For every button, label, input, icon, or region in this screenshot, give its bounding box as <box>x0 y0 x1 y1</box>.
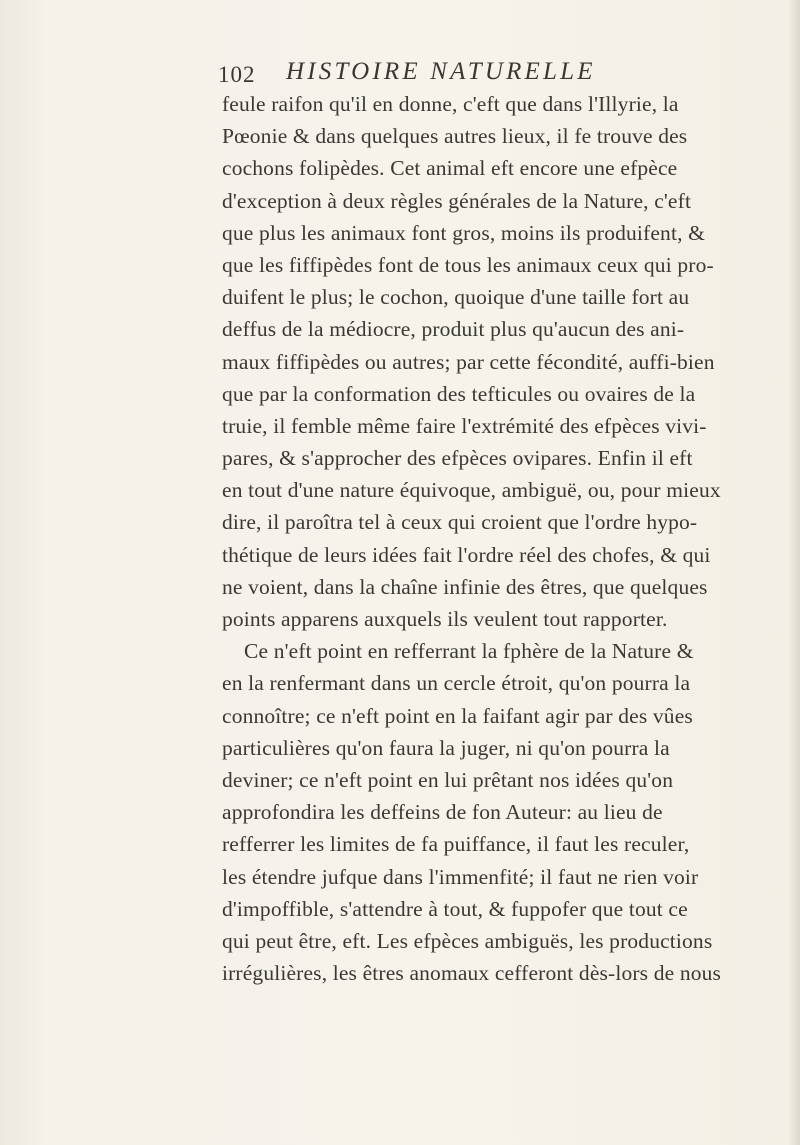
text-line: deffus de la médiocre, produit plus qu'aucun des ani- <box>222 317 685 342</box>
text-line: particulières qu'on faura la juger, ni qu'on pourra la <box>222 735 670 760</box>
text-line: feule raifon qu'il en donne, c'eft que dans l'Illyrie, la <box>222 92 679 116</box>
paragraph-start-line: Ce n'eft point en refferrant la fphère de la Nature & <box>244 639 694 664</box>
text-line: en tout d'une nature équivoque, ambiguë, ou, pour mieux <box>222 478 721 503</box>
running-title: HISTOIRE NATURELLE <box>286 58 596 85</box>
text-line: cochons folipèdes. Cet animal eft encore une efpèce <box>222 156 678 181</box>
text-line: que les fiffipèdes font de tous les animaux ceux qui pro- <box>222 252 714 277</box>
text-line: deviner; ce n'eft point en lui prêtant nos idées qu'on <box>222 767 674 792</box>
text-line: que plus les animaux font gros, moins ils produifent, & <box>222 220 705 245</box>
text-line: dire, il paroîtra tel à ceux qui croient que l'ordre hypo- <box>222 510 698 535</box>
text-line: thétique de leurs idées fait l'ordre réel des chofes, & qui <box>222 542 711 567</box>
text-line: approfondira les deffeins de fon Auteur: au lieu de <box>222 800 663 825</box>
text-line: connoître; ce n'eft point en la faifant agir par des vûes <box>222 703 693 728</box>
text-line: en la renfermant dans un cercle étroit, qu'on pourra la <box>222 671 691 696</box>
text-line: d'impoffible, s'attendre à tout, & fuppofer que tout ce <box>222 896 688 921</box>
text-line: duifent le plus; le cochon, quoique d'une taille fort au <box>222 285 690 310</box>
text-line: refferrer les limites de fa puiffance, il faut les reculer, <box>222 832 690 857</box>
body-text <box>222 88 722 989</box>
text-line: qui peut être, eft. Les efpèces ambiguës, les productions <box>222 928 713 953</box>
text-line: les étendre jufque dans l'immenfité; il faut ne rien voir <box>222 864 699 889</box>
text-line: truie, il femble même faire l'extrémité des efpèces vivi- <box>222 413 707 438</box>
text-line: ne voient, dans la chaîne infinie des êtres, que quelques <box>222 574 708 599</box>
text-line: Pœonie & dans quelques autres lieux, il fe trouve des <box>222 124 688 149</box>
text-line: irrégulières, les êtres anomaux cefferont dès-lors de nous <box>222 961 722 986</box>
text-line: pares, & s'approcher des efpèces ovipares. Enfin il eft <box>222 446 693 471</box>
paragraph-end-line: points apparens auxquels ils veulent tout rapporter. <box>222 607 668 631</box>
text-line: maux fiffipèdes ou autres; par cette fécondité, auffi-bien <box>222 349 715 374</box>
text-line: d'exception à deux règles générales de la Nature, c'eft <box>222 188 692 213</box>
text-line: que par la conformation des tefticules ou ovaires de la <box>222 381 696 406</box>
page-number: 102 <box>218 62 256 87</box>
page-edge-shadow <box>788 0 800 1145</box>
